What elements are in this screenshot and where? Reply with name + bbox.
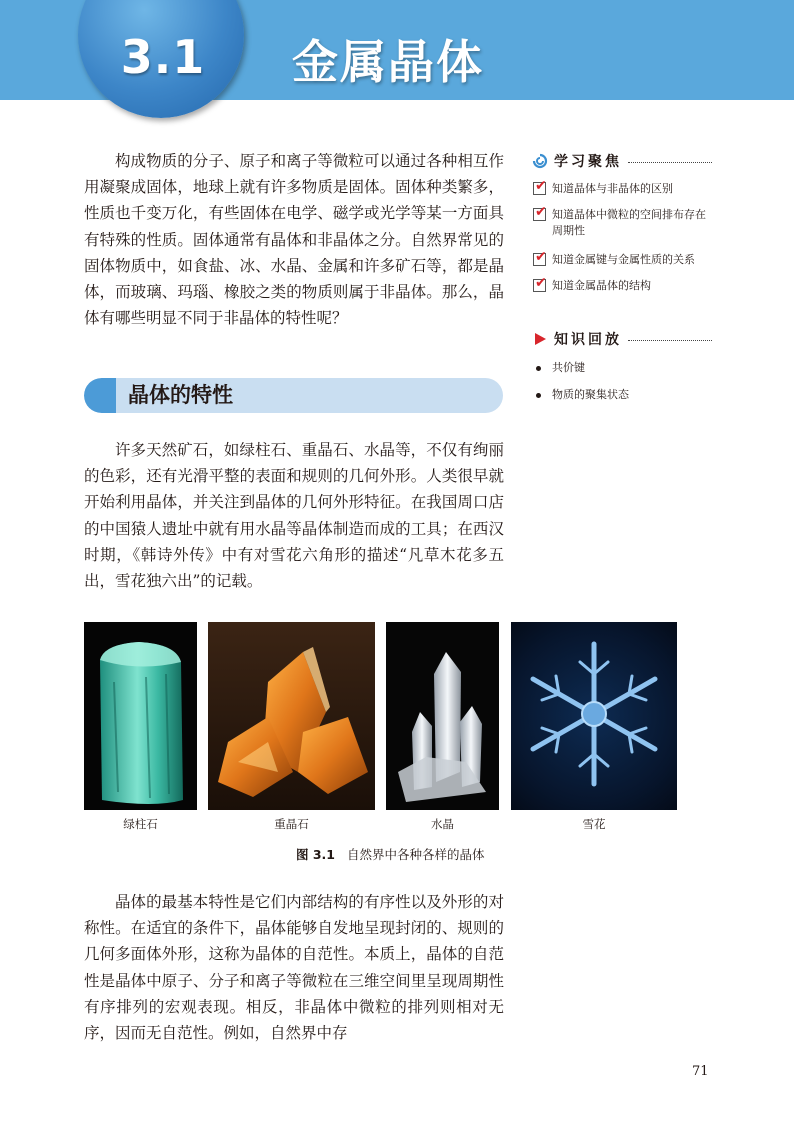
dotted-leader (628, 340, 712, 341)
photo-caption: 重晶石 (274, 817, 309, 831)
subsection-heading-bar (84, 378, 503, 413)
photo-caption: 绿柱石 (123, 817, 158, 831)
checkbox-icon (533, 178, 547, 195)
barite-photo (208, 622, 375, 810)
check-mark-icon: ✔ (535, 178, 547, 194)
check-mark-icon: ✔ (535, 275, 547, 291)
history-paragraph: 许多天然矿石，如绿柱石、重晶石、水晶等，不仅有绚丽的色彩，还有光滑平整的表面和规则的几何外形。人类很早就开始利用晶体，并关注到晶体的几何外形特征。在我国周口店的中国猿人遗址中就有用水晶等晶体制造而成的工具；在西汉时期，《韩诗外传》中有对雪花六角形的描述“凡草木花多五出，雪花独六出”的记载。 (84, 441, 504, 591)
checkbox-icon (533, 204, 547, 221)
quartz-photo (386, 622, 499, 810)
photo-caption: 水晶 (431, 817, 454, 831)
swirl-icon (532, 153, 548, 169)
check-mark-icon: ✔ (535, 249, 547, 265)
learning-focus-title: 学习聚焦 (554, 154, 622, 170)
properties-paragraph: 晶体的最基本特性是它们内部结构的有序性以及外形的对称性。在适宜的条件下，晶体能够自发地呈现封闭的、规则的几何多面体外形，这称为晶体的自范性。本质上，晶体的自范性是晶体中原子、分子和离子等微粒在三维空间里呈现周期性有序排列的宏观表现。相反，非晶体中微粒的排列则相对无序，因而无自范性。例如，自然界中存 (84, 893, 504, 1043)
knowledge-review-title: 知识回放 (554, 332, 622, 348)
intro-paragraph: 构成物质的分子、原子和离子等微粒可以通过各种相互作用凝聚成固体，地球上就有许多物质是固体。固体种类繁多，性质也千变万化，有些固体在电学、磁学或光学等某一方面具有特殊的性质。固体通常有晶体和非晶体之分。自然界常见的固体物质中，如食盐、冰、水晶、金属和许多矿石等，都是晶体，而玻璃、玛瑙、橡胶之类的物质则属于非晶体。那么，晶体有哪些明显不同于非晶体的特性呢？ (84, 152, 504, 328)
play-arrow-icon (532, 331, 548, 347)
checkbox-icon (533, 275, 547, 292)
figure-label: 图 3.1 (296, 847, 335, 862)
knowledge-review-heading (532, 330, 712, 352)
beryl-photo (84, 622, 197, 810)
figure-caption (296, 845, 485, 863)
photo-caption: 雪花 (582, 817, 606, 831)
dotted-leader (628, 162, 712, 163)
subsection-cap (84, 378, 116, 413)
checkbox-icon (533, 249, 547, 266)
snowflake-photo (511, 622, 677, 810)
bullet-icon (536, 366, 541, 371)
page-number: 71 (692, 1064, 709, 1079)
section-number: 3.1 (120, 30, 206, 84)
figure-title: 自然界中各种各样的晶体 (347, 847, 485, 862)
subsection-title: 晶体的特性 (128, 383, 233, 407)
bullet-icon (536, 393, 541, 398)
learning-focus-heading (532, 152, 712, 174)
check-mark-icon: ✔ (535, 204, 547, 220)
section-title: 金属晶体 (292, 35, 484, 89)
